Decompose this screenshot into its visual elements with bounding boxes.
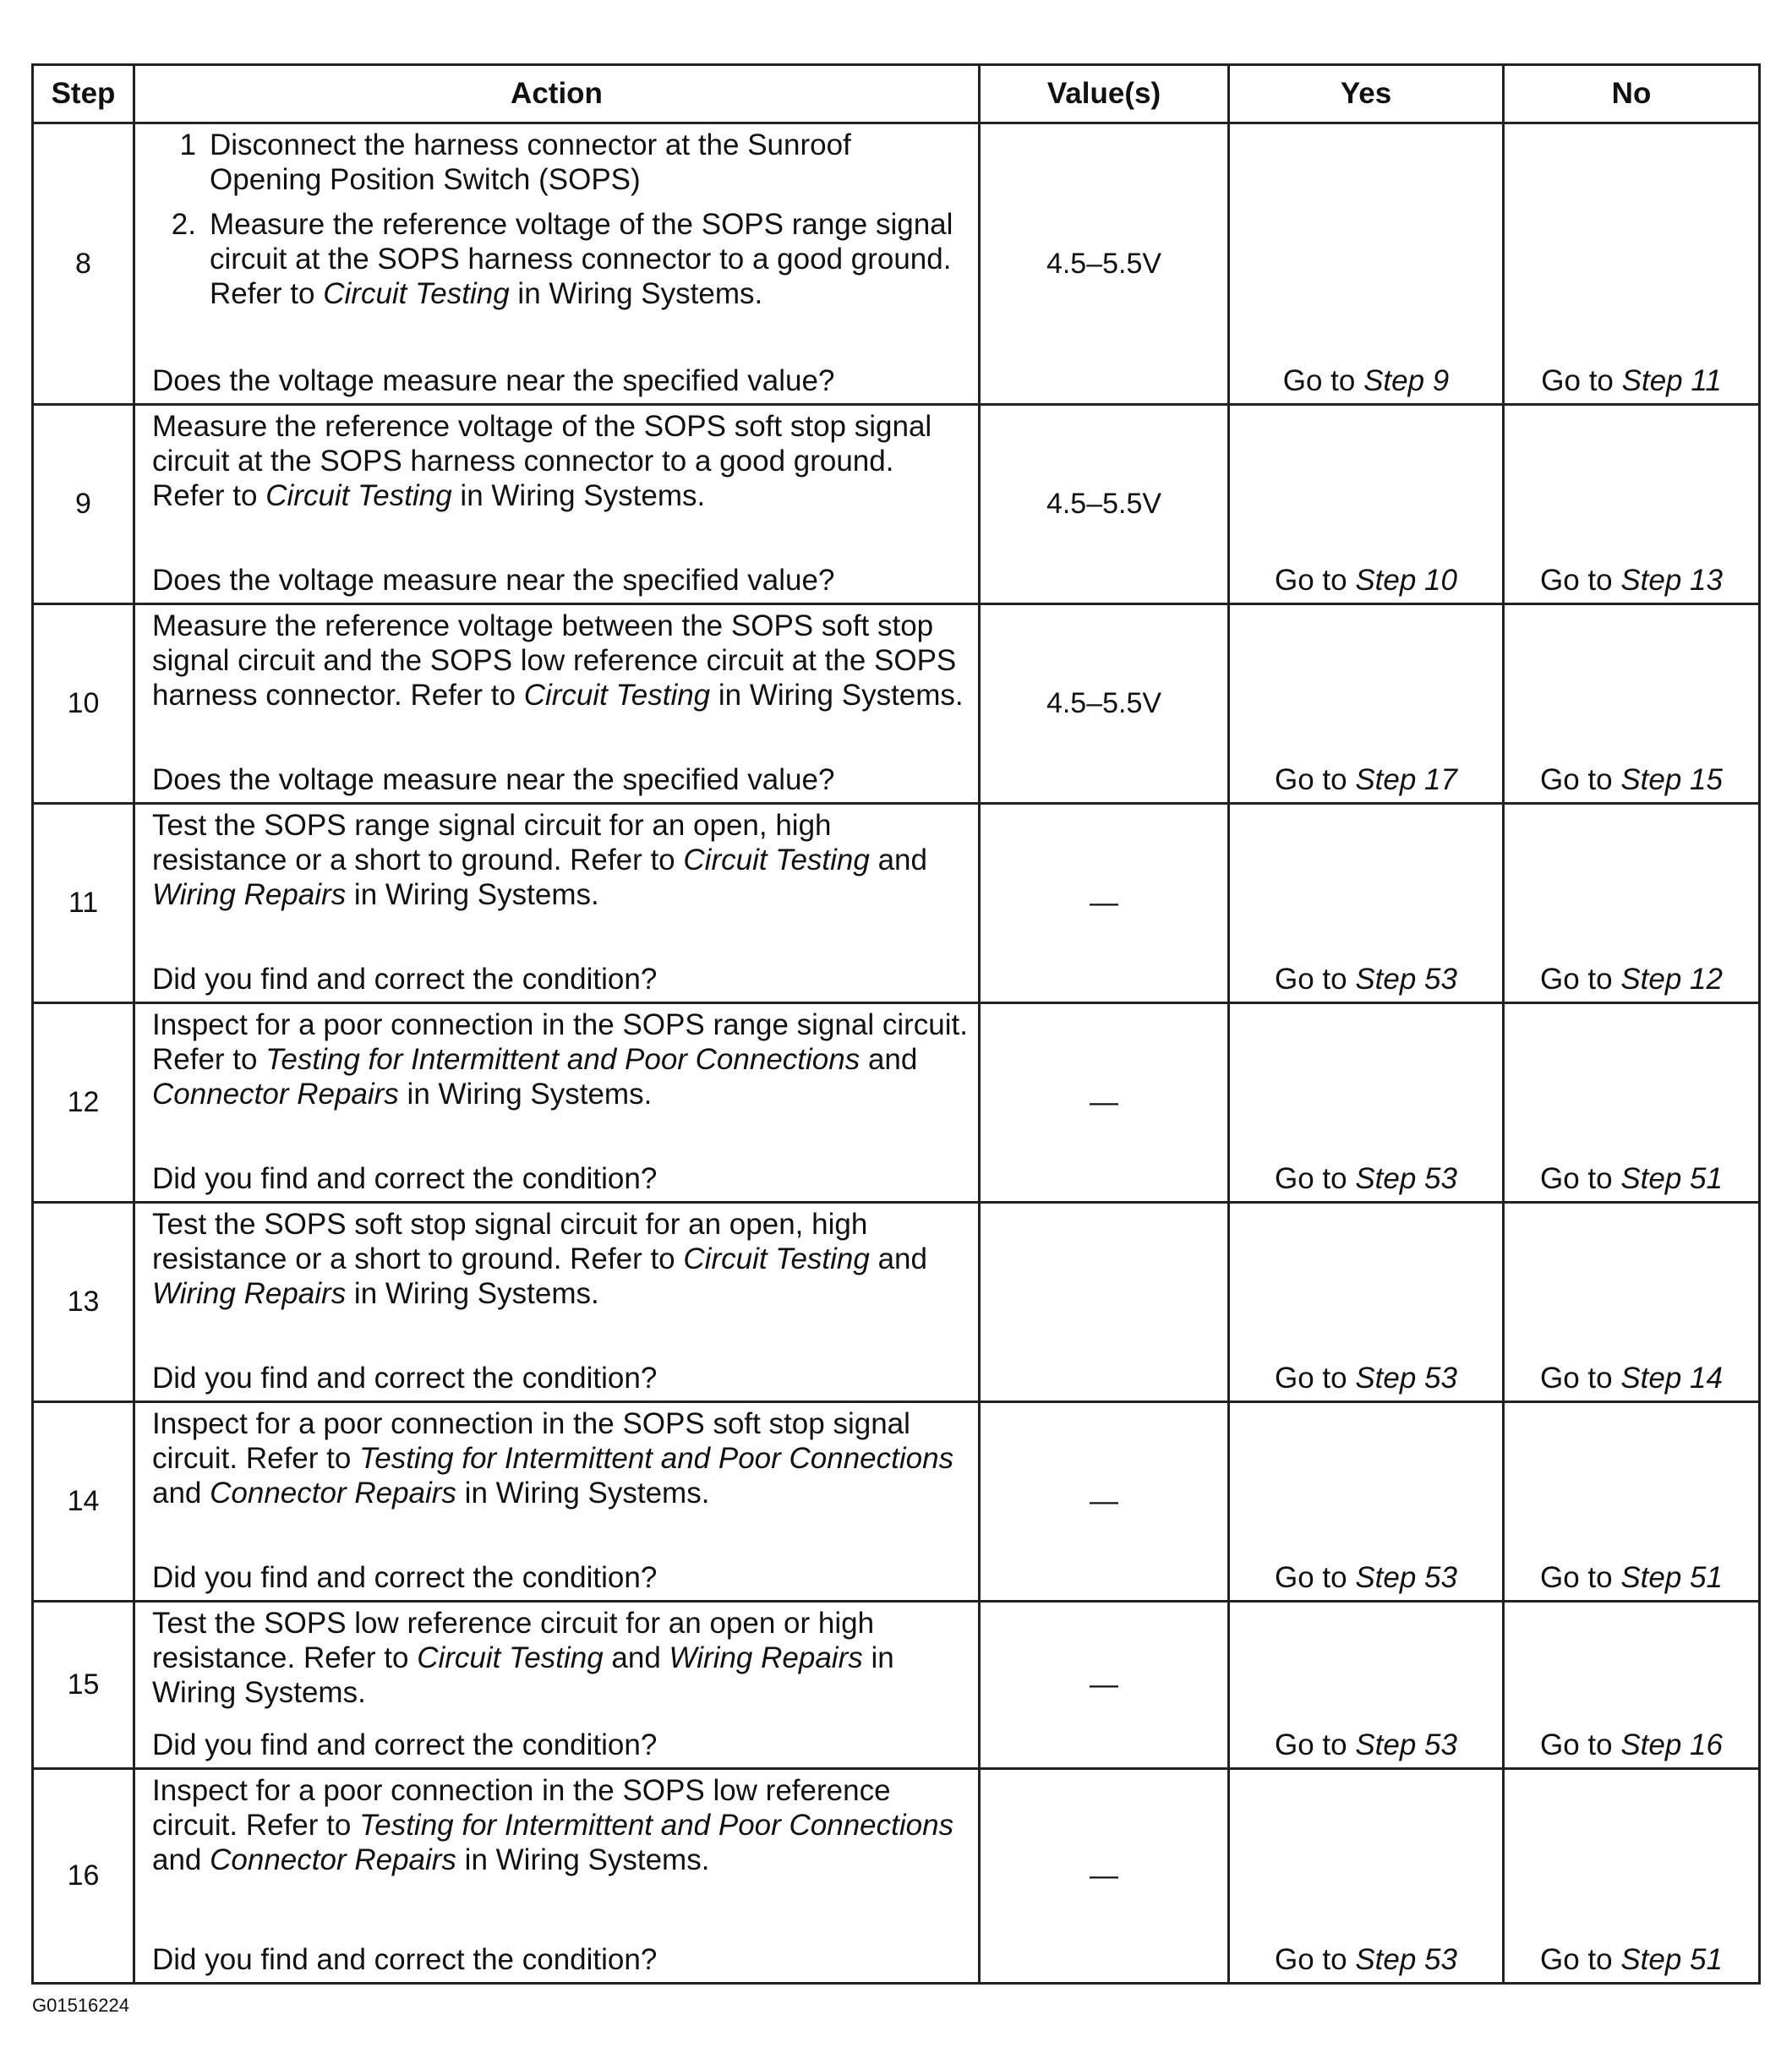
no-result-cell: [1504, 123, 1760, 405]
goto-prefix: Go to: [1540, 1162, 1621, 1195]
reference-link-text: Wiring Repairs: [152, 1277, 347, 1310]
goto-prefix: Go to: [1540, 1943, 1621, 1976]
value-cell: —: [980, 1402, 1229, 1602]
action-text: Measure the reference voltage of the SOPS soft stop signal circuit at the SOPS harness connector to a good ground. Refer to: [152, 410, 932, 512]
goto-step-ref: Step 53: [1355, 1162, 1457, 1195]
action-instructions: [152, 1606, 968, 1710]
action-instructions: [152, 409, 968, 513]
action-question: Did you find and correct the condition?: [152, 1362, 658, 1395]
action-text: Inspect for a poor connection in the SOPS low reference circuit. Refer to: [152, 1774, 891, 1842]
value-cell: 4.5–5.5V: [980, 405, 1229, 604]
action-paragraph: [152, 609, 968, 713]
table-row: [33, 804, 1760, 1003]
action-text: Inspect for a poor connection in the SOPS range signal circuit. Refer to: [152, 1008, 968, 1076]
reference-link-text: Circuit Testing: [323, 277, 510, 310]
goto-prefix: Go to: [1541, 364, 1622, 397]
action-instructions: [152, 1406, 968, 1510]
action-cell: [134, 1402, 980, 1602]
goto-prefix: Go to: [1282, 364, 1364, 397]
action-text: in Wiring Systems.: [152, 1641, 894, 1709]
no-result-cell: [1504, 1602, 1760, 1769]
goto-step-ref: Step 10: [1355, 564, 1457, 597]
action-instructions: [152, 1773, 968, 1877]
step-number: 14: [33, 1402, 134, 1602]
step-number: 12: [33, 1003, 134, 1203]
yes-result-cell: [1229, 1402, 1504, 1602]
table-row: [33, 405, 1760, 604]
action-question: Does the voltage measure near the specified value?: [152, 364, 835, 397]
list-item-text: [210, 207, 968, 311]
list-item: [152, 207, 968, 311]
reference-link-text: Circuit Testing: [265, 479, 452, 512]
action-text: in Wiring Systems.: [456, 1477, 710, 1510]
yes-result-cell: [1229, 604, 1504, 804]
header-yes: Yes: [1229, 65, 1504, 123]
goto-step-ref: Step 17: [1355, 763, 1457, 796]
reference-link-text: Testing for Intermittent and Poor Connections: [359, 1809, 954, 1842]
step-number: 13: [33, 1203, 134, 1402]
goto-step-ref: Step 53: [1355, 963, 1457, 996]
step-number: 9: [33, 405, 134, 604]
step-number: 11: [33, 804, 134, 1003]
list-item-text: [210, 128, 968, 197]
reference-link-text: Circuit Testing: [417, 1641, 604, 1674]
goto-step-ref: Step 14: [1620, 1362, 1723, 1395]
value-cell: [980, 1203, 1229, 1402]
list-item: [152, 128, 968, 197]
goto-step-ref: Step 53: [1355, 1362, 1457, 1395]
goto-prefix: Go to: [1540, 763, 1621, 796]
goto-step-ref: Step 12: [1620, 963, 1723, 996]
action-cell: [134, 604, 980, 804]
reference-link-text: Connector Repairs: [210, 1477, 456, 1510]
action-paragraph: [152, 1207, 968, 1311]
yes-result-cell: [1229, 123, 1504, 405]
step-number: 16: [33, 1769, 134, 1984]
table-row: [33, 1203, 1760, 1402]
goto-prefix: Go to: [1275, 1728, 1356, 1761]
step-number: 15: [33, 1602, 134, 1769]
action-text: Test the SOPS soft stop signal circuit for an open, high resistance or a short to ground. Refer to: [152, 1208, 868, 1275]
action-text: Test the SOPS low reference circuit for an open or high resistance. Refer to: [152, 1607, 875, 1674]
action-question: Does the voltage measure near the specified value?: [152, 763, 835, 796]
action-text: in Wiring Systems.: [346, 1277, 599, 1310]
action-paragraph: [152, 1007, 968, 1111]
list-item-number: 2.: [171, 208, 196, 241]
header-no: No: [1504, 65, 1760, 123]
action-instructions: [152, 609, 968, 713]
action-text: and: [869, 844, 927, 876]
yes-result-cell: [1229, 1769, 1504, 1984]
action-text: Test the SOPS range signal circuit for an open, high resistance or a short to ground. Refer to: [152, 809, 832, 876]
goto-step-ref: Step 16: [1620, 1728, 1723, 1761]
list-item-number: 1: [179, 128, 196, 161]
reference-link-text: Circuit Testing: [523, 679, 711, 712]
value-cell: —: [980, 804, 1229, 1003]
action-text: in Wiring Systems.: [451, 479, 706, 512]
goto-prefix: Go to: [1275, 763, 1356, 796]
yes-result-cell: [1229, 1602, 1504, 1769]
goto-prefix: Go to: [1275, 1362, 1356, 1395]
action-question: Did you find and correct the condition?: [152, 1728, 658, 1761]
goto-step-ref: Step 53: [1355, 1943, 1457, 1976]
step-number: 10: [33, 604, 134, 804]
action-text: in Wiring Systems.: [346, 878, 599, 911]
header-row: [33, 65, 1760, 123]
reference-link-text: Testing for Intermittent and Poor Connections: [359, 1442, 954, 1475]
table-row: [33, 1402, 1760, 1602]
action-text: and: [603, 1641, 669, 1674]
goto-prefix: Go to: [1540, 963, 1621, 996]
goto-prefix: Go to: [1275, 963, 1356, 996]
action-cell: [134, 123, 980, 405]
action-question: Did you find and correct the condition?: [152, 1162, 658, 1195]
reference-link-text: Wiring Repairs: [152, 878, 347, 911]
reference-link-text: Connector Repairs: [152, 1078, 399, 1111]
action-cell: [134, 1003, 980, 1203]
table-row: [33, 1769, 1760, 1984]
goto-prefix: Go to: [1275, 1162, 1356, 1195]
reference-link-text: Circuit Testing: [683, 1242, 870, 1275]
goto-step-ref: Step 51: [1620, 1943, 1723, 1976]
action-cell: [134, 1203, 980, 1402]
action-question: Did you find and correct the condition?: [152, 963, 658, 996]
goto-step-ref: Step 11: [1621, 364, 1722, 397]
goto-step-ref: Step 53: [1355, 1561, 1457, 1594]
action-paragraph: [152, 1773, 968, 1877]
action-instructions: [152, 808, 968, 912]
table-row: [33, 1003, 1760, 1203]
yes-result-cell: [1229, 405, 1504, 604]
reference-link-text: Connector Repairs: [210, 1843, 456, 1876]
action-text: Measure the reference voltage between the SOPS soft stop signal circuit and the SOPS low reference circuit at the SOPS harness connector. Refer to: [152, 609, 957, 712]
action-question: Did you find and correct the condition?: [152, 1561, 658, 1594]
value-cell: —: [980, 1769, 1229, 1984]
reference-link-text: Wiring Repairs: [669, 1641, 863, 1674]
action-cell: [134, 405, 980, 604]
yes-result-cell: [1229, 804, 1504, 1003]
goto-prefix: Go to: [1275, 1943, 1356, 1976]
table-body: [33, 123, 1760, 1984]
no-result-cell: [1504, 1203, 1760, 1402]
diagnostic-table: [31, 63, 1761, 1985]
goto-step-ref: Step 53: [1355, 1728, 1457, 1761]
goto-step-ref: Step 51: [1620, 1162, 1723, 1195]
action-text: and: [860, 1043, 918, 1076]
action-question: Does the voltage measure near the specified value?: [152, 564, 835, 597]
value-cell: —: [980, 1003, 1229, 1203]
table-row: [33, 604, 1760, 804]
action-instructions: [152, 1007, 968, 1111]
action-text: and: [152, 1843, 210, 1876]
no-result-cell: [1504, 1769, 1760, 1984]
action-text: in Wiring Systems.: [710, 679, 964, 712]
reference-link-text: Circuit Testing: [683, 844, 870, 876]
action-text: in Wiring Systems.: [456, 1843, 710, 1876]
reference-link-text: Testing for Intermittent and Poor Connections: [265, 1043, 860, 1076]
action-instructions: [152, 128, 968, 321]
goto-step-ref: Step 9: [1363, 364, 1450, 397]
action-step-list: [152, 128, 968, 311]
goto-prefix: Go to: [1540, 1561, 1621, 1594]
action-cell: [134, 804, 980, 1003]
action-text: and: [152, 1477, 210, 1510]
goto-prefix: Go to: [1540, 1728, 1621, 1761]
action-text: in Wiring Systems.: [509, 277, 763, 310]
action-text: Measure the reference voltage of the SOPS range signal circuit at the SOPS harness connector to a good ground. Refer to: [210, 208, 953, 310]
goto-prefix: Go to: [1275, 564, 1356, 597]
action-text: Inspect for a poor connection in the SOPS soft stop signal circuit. Refer to: [152, 1407, 910, 1475]
action-paragraph: [152, 409, 968, 513]
action-text: Disconnect the harness connector at the Sunroof Opening Position Switch (SOPS): [210, 128, 851, 196]
action-paragraph: [152, 1606, 968, 1710]
goto-step-ref: Step 15: [1620, 763, 1723, 796]
action-instructions: [152, 1207, 968, 1311]
no-result-cell: [1504, 1402, 1760, 1602]
figure-id: G01516224: [32, 1995, 129, 2016]
goto-prefix: Go to: [1540, 1362, 1621, 1395]
yes-result-cell: [1229, 1003, 1504, 1203]
action-cell: [134, 1602, 980, 1769]
header-step: Step: [33, 65, 134, 123]
action-text: and: [869, 1242, 927, 1275]
action-text: in Wiring Systems.: [398, 1078, 653, 1111]
value-cell: —: [980, 1602, 1229, 1769]
header-values: Value(s): [980, 65, 1229, 123]
yes-result-cell: [1229, 1203, 1504, 1402]
no-result-cell: [1504, 1003, 1760, 1203]
no-result-cell: [1504, 804, 1760, 1003]
goto-step-ref: Step 51: [1620, 1561, 1723, 1594]
goto-prefix: Go to: [1540, 564, 1621, 597]
goto-prefix: Go to: [1275, 1561, 1356, 1594]
action-paragraph: [152, 1406, 968, 1510]
action-paragraph: [152, 808, 968, 912]
value-cell: 4.5–5.5V: [980, 123, 1229, 405]
step-number: 8: [33, 123, 134, 405]
table-row: [33, 1602, 1760, 1769]
no-result-cell: [1504, 405, 1760, 604]
header-action: Action: [134, 65, 980, 123]
no-result-cell: [1504, 604, 1760, 804]
value-cell: 4.5–5.5V: [980, 604, 1229, 804]
table-row: [33, 123, 1760, 405]
action-cell: [134, 1769, 980, 1984]
action-question: Did you find and correct the condition?: [152, 1943, 658, 1976]
goto-step-ref: Step 13: [1620, 564, 1723, 597]
